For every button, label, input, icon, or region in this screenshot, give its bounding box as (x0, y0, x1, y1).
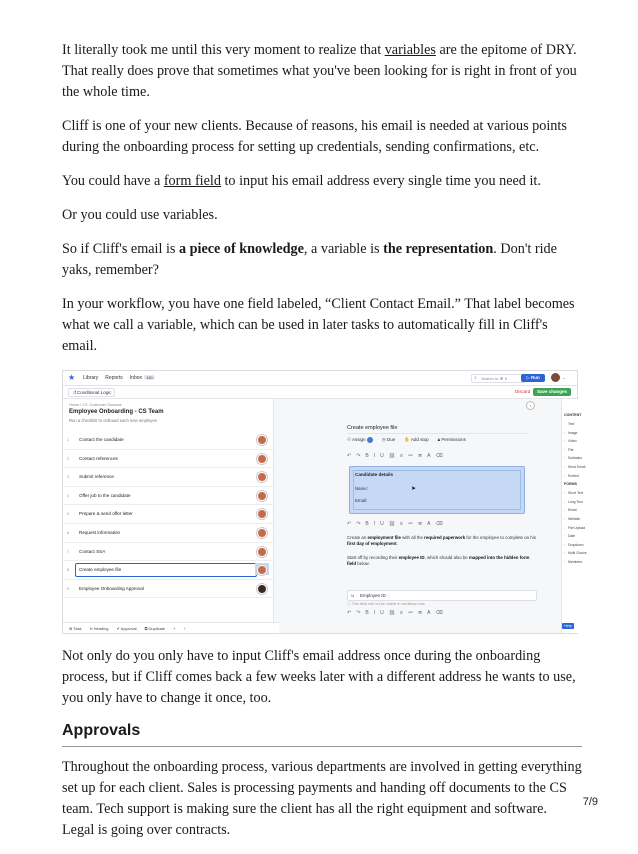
widget-item[interactable] (564, 465, 587, 474)
assign-action[interactable] (347, 437, 373, 443)
widget-label: Members (568, 559, 583, 564)
inline-link[interactable]: variables (384, 42, 436, 58)
widget-icon: ▫ (564, 508, 566, 513)
nav-reports[interactable]: Reports (105, 375, 123, 381)
t2-b2: mapped into the hidden form field (347, 555, 530, 566)
widget-label: Website (568, 516, 581, 521)
help-button[interactable]: Help (562, 623, 574, 629)
widget-label: Send Email (568, 464, 586, 469)
widget-pane (529, 399, 587, 633)
widget-label: Email (568, 508, 577, 513)
info-icon: ⓘ (347, 602, 352, 606)
text-run: , a variable is (303, 241, 384, 257)
document-page (62, 40, 587, 854)
text-run: Not only do you only have to input Cliff's email address once during the onboarding process, but if Cliff comes back a few weeks later with a different address he wants to use, you only have to change it once, too. (62, 648, 576, 706)
page-number: 7/9 (582, 796, 598, 808)
task-row[interactable] (63, 468, 273, 487)
widget-label: Image (568, 430, 578, 435)
text-run: . Don't ride yaks, remember? (62, 241, 557, 278)
text-run: You could have a (62, 173, 164, 189)
star-logo-icon[interactable]: ★ (68, 373, 76, 382)
widget-label: File (568, 447, 574, 452)
task-label: Contact the candidate (79, 437, 124, 442)
breadcrumb[interactable]: Home / CS: Customer Success (69, 403, 122, 407)
widget-item[interactable] (564, 508, 587, 517)
task-list (63, 431, 273, 598)
task-number: 4 (67, 492, 70, 498)
task-assignee-avatar[interactable] (257, 472, 267, 482)
task-label: Request information (79, 529, 121, 535)
text-run: Or you could use variables. (62, 207, 218, 223)
employee-id-note-text: This field will not be visible in workflow runs (351, 602, 425, 606)
top-nav (83, 375, 155, 381)
card-email-label: Email: (355, 498, 368, 503)
widget-item[interactable] (564, 560, 587, 569)
task-row[interactable] (63, 450, 273, 469)
mouse-cursor-icon: ➤ (411, 486, 417, 492)
format-toolbar-icon[interactable]: ↶↷BIU⛓≡≔≣A⌫ (347, 610, 448, 616)
task-label: Contact references (79, 455, 118, 461)
widget-item[interactable] (564, 543, 587, 552)
task-row[interactable] (63, 487, 273, 506)
task-list-pane (63, 399, 274, 633)
paragraph (62, 239, 582, 281)
clock-icon: ◷ (381, 437, 388, 442)
widget-item[interactable] (564, 456, 587, 465)
inbox-count-badge: 130 (146, 375, 153, 380)
bottom-bar-button[interactable]: ⊞ Task (69, 625, 82, 631)
t2-mid: , which should also be (424, 555, 469, 560)
t2-b1: employee ID (398, 555, 425, 560)
task-actions (347, 437, 466, 443)
task-number: 5 (67, 511, 70, 517)
text-run: Throughout the onboarding process, various departments are involved in getting everything set up for each client. Sales is processing payments and handing off documents to the CS team. Tech support is making sure the client has all the right equipment and software. Legal is going over contracts. (62, 759, 582, 838)
task-bottom-bar (63, 622, 279, 633)
nav-library[interactable]: Library (83, 375, 99, 381)
text-run: Cliff is one of your new clients. Because of reasons, his email is needed at various points during the onboarding process for setting up credentials, sending confirmations, etc. (62, 118, 567, 155)
nav-inbox[interactable] (130, 375, 155, 381)
task-label: Employee Onboarding Approval (79, 585, 144, 591)
widget-label: Date (568, 534, 576, 539)
nav-inbox-label: Inbox (129, 375, 143, 381)
widget-item[interactable] (564, 500, 587, 509)
add-stop-label: Add stop (410, 437, 429, 442)
employee-id-label: Employee ID (360, 593, 386, 598)
person-icon: ⚇ (347, 437, 353, 443)
search-input[interactable] (471, 374, 526, 383)
bottom-bar-button[interactable]: + (173, 625, 176, 631)
widget-label: Dropdown (568, 542, 584, 547)
task-assignee-avatar[interactable] (257, 435, 267, 445)
t2-pre: Start off by recording their (347, 555, 399, 560)
app-topbar (63, 371, 577, 386)
widget-label: Embed (568, 473, 579, 478)
lock-icon: 🔒︎ (437, 437, 442, 442)
task-assignee-avatar[interactable] (257, 547, 267, 557)
chevron-down-icon[interactable]: ⌄ (562, 375, 566, 380)
text-run: are the epitome of DRY. That really does prove that sometimes what you've been looking for is right in front of you the whole time. (62, 42, 577, 100)
t1-mid2: for the employee to complete on his (465, 535, 536, 540)
bottom-paragraphs (62, 646, 582, 709)
search-icon: ⌕ (474, 375, 477, 381)
paragraph (62, 40, 582, 103)
task-editor (275, 399, 561, 633)
task-assignee-avatar[interactable] (257, 509, 267, 519)
task-row[interactable] (63, 524, 273, 543)
paragraph (62, 171, 582, 192)
bottom-bar-button[interactable]: ↑ (183, 625, 186, 631)
run-button[interactable]: ▷ Run (521, 374, 545, 382)
task-label: Contact SSA (79, 548, 106, 554)
widget-icon: ▫ (564, 542, 566, 547)
t1-mid: with all the (400, 535, 425, 540)
paragraph (62, 205, 582, 226)
widget-icon: ▫ (564, 456, 566, 461)
text-run: to input his email address every single time you need it. (220, 173, 541, 189)
task-number: 2 (67, 455, 70, 461)
task-assignee-avatar[interactable] (257, 528, 267, 538)
text-run: In your workflow, you have one field labeled, “Client Contact Email.” That label becomes what we call a variable, which can be used in later tasks to automatically fill in Cliff's email. (62, 296, 575, 354)
widget-label: Long Text (568, 499, 583, 504)
task-assignee-avatar[interactable] (257, 584, 267, 594)
workflow-title[interactable]: Employee Onboarding - CS Team (69, 409, 164, 415)
task-number: 3 (67, 474, 70, 480)
task-row[interactable] (63, 431, 273, 450)
widget-item[interactable] (564, 474, 587, 483)
task-assignee-avatar[interactable] (257, 491, 267, 501)
widget-item[interactable] (564, 517, 587, 526)
task-row[interactable] (63, 580, 273, 599)
t1-pre: Create an (347, 535, 368, 540)
widget-item[interactable] (564, 491, 587, 500)
conditional-logic-button[interactable] (68, 388, 115, 397)
widget-icon: ▫ (564, 491, 566, 496)
widget-list (564, 413, 587, 569)
permissions-action[interactable] (438, 437, 466, 443)
task-label: Create employee file (79, 567, 122, 573)
after-heading-paragraphs (62, 757, 582, 841)
search-placeholder: Search or ⌘ K (481, 376, 508, 381)
task-number: 9 (67, 585, 70, 591)
task-number: 6 (67, 529, 70, 535)
widget-icon: ▫ (564, 447, 566, 452)
bottom-bar-button[interactable]: ✔ Approval (116, 625, 137, 631)
permissions-label: Permissions (441, 437, 466, 442)
widget-item[interactable] (564, 431, 587, 440)
text-run: So if Cliff's email is (62, 241, 179, 257)
format-toolbar-icon[interactable]: ↶↷BIU⛓≡≔≣A⌫ (347, 453, 448, 459)
widget-label: File Upload (568, 525, 586, 530)
chevron-right-icon[interactable]: › (526, 401, 535, 410)
widget-icon: ▫ (564, 534, 566, 539)
widget-icon: ▫ (564, 551, 566, 556)
task-title-field[interactable]: Create employee file (347, 425, 527, 434)
t1-b2: required paperwork (424, 535, 466, 540)
task-label: Prepare & send offer letter (79, 511, 133, 517)
widget-label: Multi Choice (568, 551, 587, 556)
t1-b1: employment file (367, 535, 401, 540)
section-heading: Approvals (62, 722, 582, 747)
widget-section-header[interactable]: FORMS (564, 482, 577, 487)
bottom-bar-button[interactable]: ⧉ Duplicate (144, 625, 166, 631)
task-row[interactable] (63, 543, 273, 562)
widget-icon: ▫ (564, 559, 566, 564)
task-description-2[interactable] (347, 555, 537, 567)
task-description-1[interactable] (347, 535, 537, 547)
widget-icon: ▫ (564, 439, 566, 444)
employee-id-field[interactable] (347, 590, 537, 601)
bold-text: the representation (383, 241, 494, 257)
widget-label: Subtasks (568, 456, 582, 461)
widget-icon: ▫ (564, 516, 566, 521)
hidden-field-icon: ⇆ (351, 593, 355, 598)
conditional-logic-label: Conditional Logic (76, 390, 112, 395)
widget-section-header[interactable]: CONTENT (564, 413, 582, 417)
employee-id-note (347, 602, 425, 607)
due-label: Due (387, 437, 396, 442)
widget-item[interactable] (564, 439, 587, 448)
candidate-details-card[interactable] (349, 466, 525, 514)
widget-item[interactable] (564, 448, 587, 457)
widget-icon: ▫ (564, 525, 566, 530)
text-run: It literally took me until this very moment to realize that (62, 42, 385, 58)
widget-icon: ▫ (564, 422, 566, 426)
editor-toolbar (63, 386, 577, 399)
card-name-label: Name: (355, 486, 368, 491)
bottom-bar-button[interactable]: H Heading (89, 625, 109, 631)
widget-icon: ▫ (564, 473, 566, 478)
paragraph (62, 294, 582, 357)
workflow-subtitle: Run a checklist to onboard each new employee (69, 418, 157, 423)
t2-end: below. (356, 561, 370, 566)
paragraph (62, 646, 582, 709)
bold-text: a piece of knowledge (178, 241, 304, 257)
task-row[interactable] (63, 505, 273, 524)
paragraph (62, 116, 582, 158)
user-avatar[interactable] (551, 373, 560, 382)
format-toolbar-icon[interactable]: ↶↷BIU⛓≡≔≣A⌫ (347, 521, 448, 527)
widget-icon: ▫ (564, 464, 566, 469)
t1-b3: first day of employment (347, 541, 397, 546)
inline-link[interactable]: form field (163, 173, 221, 189)
card-title: Candidate details (355, 472, 394, 477)
widget-label: Short Text (568, 491, 584, 496)
task-number: 7 (67, 548, 70, 554)
stop-icon: ✋ (404, 437, 411, 442)
paragraph (62, 757, 582, 841)
embedded-screenshot (62, 370, 587, 634)
due-action[interactable] (382, 437, 395, 443)
task-label: Offer job to the candidate (79, 492, 131, 498)
add-stop-action[interactable] (404, 437, 428, 443)
task-label: Submit reference (79, 474, 114, 480)
widget-label: Text (568, 422, 575, 426)
widget-item[interactable] (564, 422, 587, 431)
widget-item[interactable] (564, 526, 587, 535)
task-number: 1 (67, 437, 70, 442)
widget-label: Video (568, 439, 577, 444)
assign-label: Assign (352, 437, 366, 443)
task-assignee-avatar[interactable] (257, 454, 267, 464)
top-paragraphs (62, 40, 582, 357)
t1-end: . (396, 541, 398, 546)
save-changes-button[interactable]: Save changes (533, 388, 571, 396)
assignee-avatar (367, 437, 373, 443)
widget-item[interactable] (564, 551, 587, 560)
widget-item[interactable] (564, 534, 587, 543)
branch-icon: ⤨ (72, 390, 77, 395)
task-number: 8 (67, 567, 70, 573)
widget-icon: ▫ (564, 499, 566, 504)
widget-icon: ▫ (564, 430, 566, 435)
task-row[interactable] (63, 561, 273, 580)
discard-button[interactable]: Discard (515, 389, 531, 394)
